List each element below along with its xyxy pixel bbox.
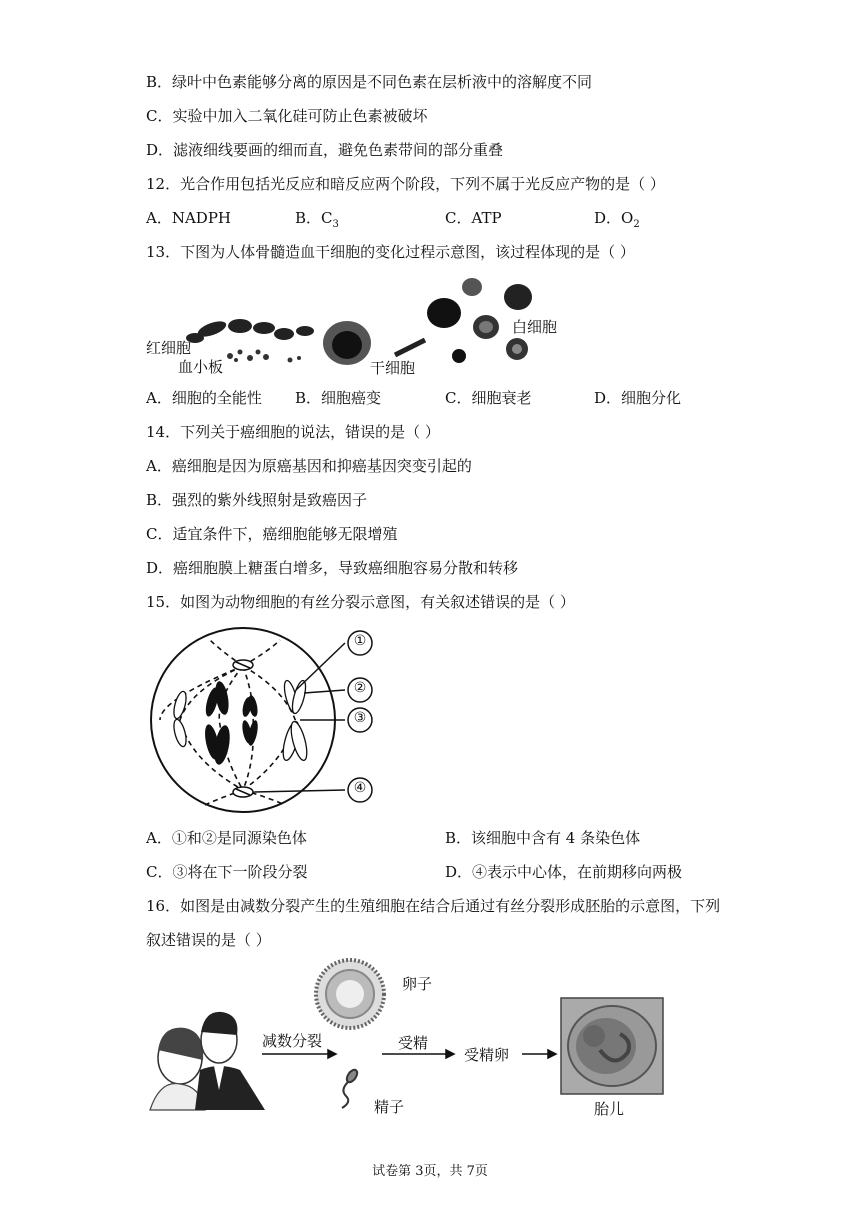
label-egg: 卵子 [402, 975, 433, 993]
q12-option-d-text: D．O [594, 209, 634, 227]
label-meiosis: 减数分裂 [262, 1032, 323, 1050]
q12-option-b-sub: 3 [332, 219, 339, 230]
label-zygote: 受精卵 [464, 1046, 510, 1064]
q12-option-c: C．ATP [445, 209, 502, 227]
q13-stem: 13．下图为人体骨髓造血干细胞的变化过程示意图，该过程体现的是（ ） [146, 243, 635, 261]
egg-cell-icon [316, 960, 384, 1028]
q11-option-d: D．滤液细线要画的细而直，避免色素带间的部分重叠 [146, 141, 504, 159]
q11-option-c: C．实验中加入二氧化硅可防止色素被破坏 [146, 107, 428, 125]
label-platelet: 血小板 [178, 358, 224, 376]
q15-stem: 15．如图为动物细胞的有丝分裂示意图，有关叙述错误的是（ ） [146, 593, 575, 611]
marker-4: ④ [353, 780, 367, 796]
label-fetus: 胎儿 [594, 1100, 625, 1118]
q12-option-d-sub: 2 [633, 219, 640, 230]
q14-stem: 14．下列关于癌细胞的说法，错误的是（ ） [146, 423, 440, 441]
q14-option-b: B．强烈的紫外线照射是致癌因子 [146, 491, 368, 509]
q13-option-c: C．细胞衰老 [445, 389, 532, 407]
label-red-cell: 红细胞 [146, 339, 192, 357]
q12-option-b-text: B．C [295, 209, 333, 227]
q16-stem-line1: 16．如图是由减数分裂产生的生殖细胞在结合后通过有丝分裂形成胚胎的示意图，下列 [146, 897, 721, 915]
label-stem-cell: 干细胞 [370, 359, 416, 377]
couple-icon [150, 1012, 265, 1110]
q14-option-a: A．癌细胞是因为原癌基因和抑癌基因突变引起的 [146, 457, 472, 475]
q14-option-d: D．癌细胞膜上糖蛋白增多，导致癌细胞容易分散和转移 [146, 559, 519, 577]
q12-stem: 12．光合作用包括光反应和暗反应两个阶段，下列不属于光反应产物的是（ ） [146, 175, 665, 193]
q13-option-b: B．细胞癌变 [295, 389, 382, 407]
q15-option-a: A．①和②是同源染色体 [146, 829, 307, 847]
label-white-cell: 白细胞 [512, 318, 558, 336]
q15-option-c: C．③将在下一阶段分裂 [146, 863, 308, 881]
label-sperm: 精子 [374, 1098, 405, 1116]
q12-option-a: A．NADPH [146, 209, 231, 227]
label-fertilization: 受精 [398, 1034, 429, 1052]
q13-option-a: A．细胞的全能性 [146, 389, 262, 407]
marker-1: ① [353, 633, 367, 649]
marker-3: ③ [353, 710, 367, 726]
q16-stem-line2: 叙述错误的是（ ） [146, 931, 271, 949]
q13-option-d: D．细胞分化 [594, 389, 682, 407]
sperm-cell-icon [342, 1068, 359, 1108]
q15-option-b: B．该细胞中含有 4 条染色体 [445, 829, 641, 847]
fetus-icon [561, 998, 663, 1094]
q11-option-b: B．绿叶中色素能够分离的原因是不同色素在层析液中的溶解度不同 [146, 73, 593, 91]
q15-option-d: D．④表示中心体，在前期移向两极 [445, 863, 683, 881]
marker-2: ② [353, 680, 367, 696]
q14-option-c: C．适宜条件下，癌细胞能够无限增殖 [146, 525, 398, 543]
page-footer: 试卷第 3页，共 7页 [372, 1164, 488, 1179]
